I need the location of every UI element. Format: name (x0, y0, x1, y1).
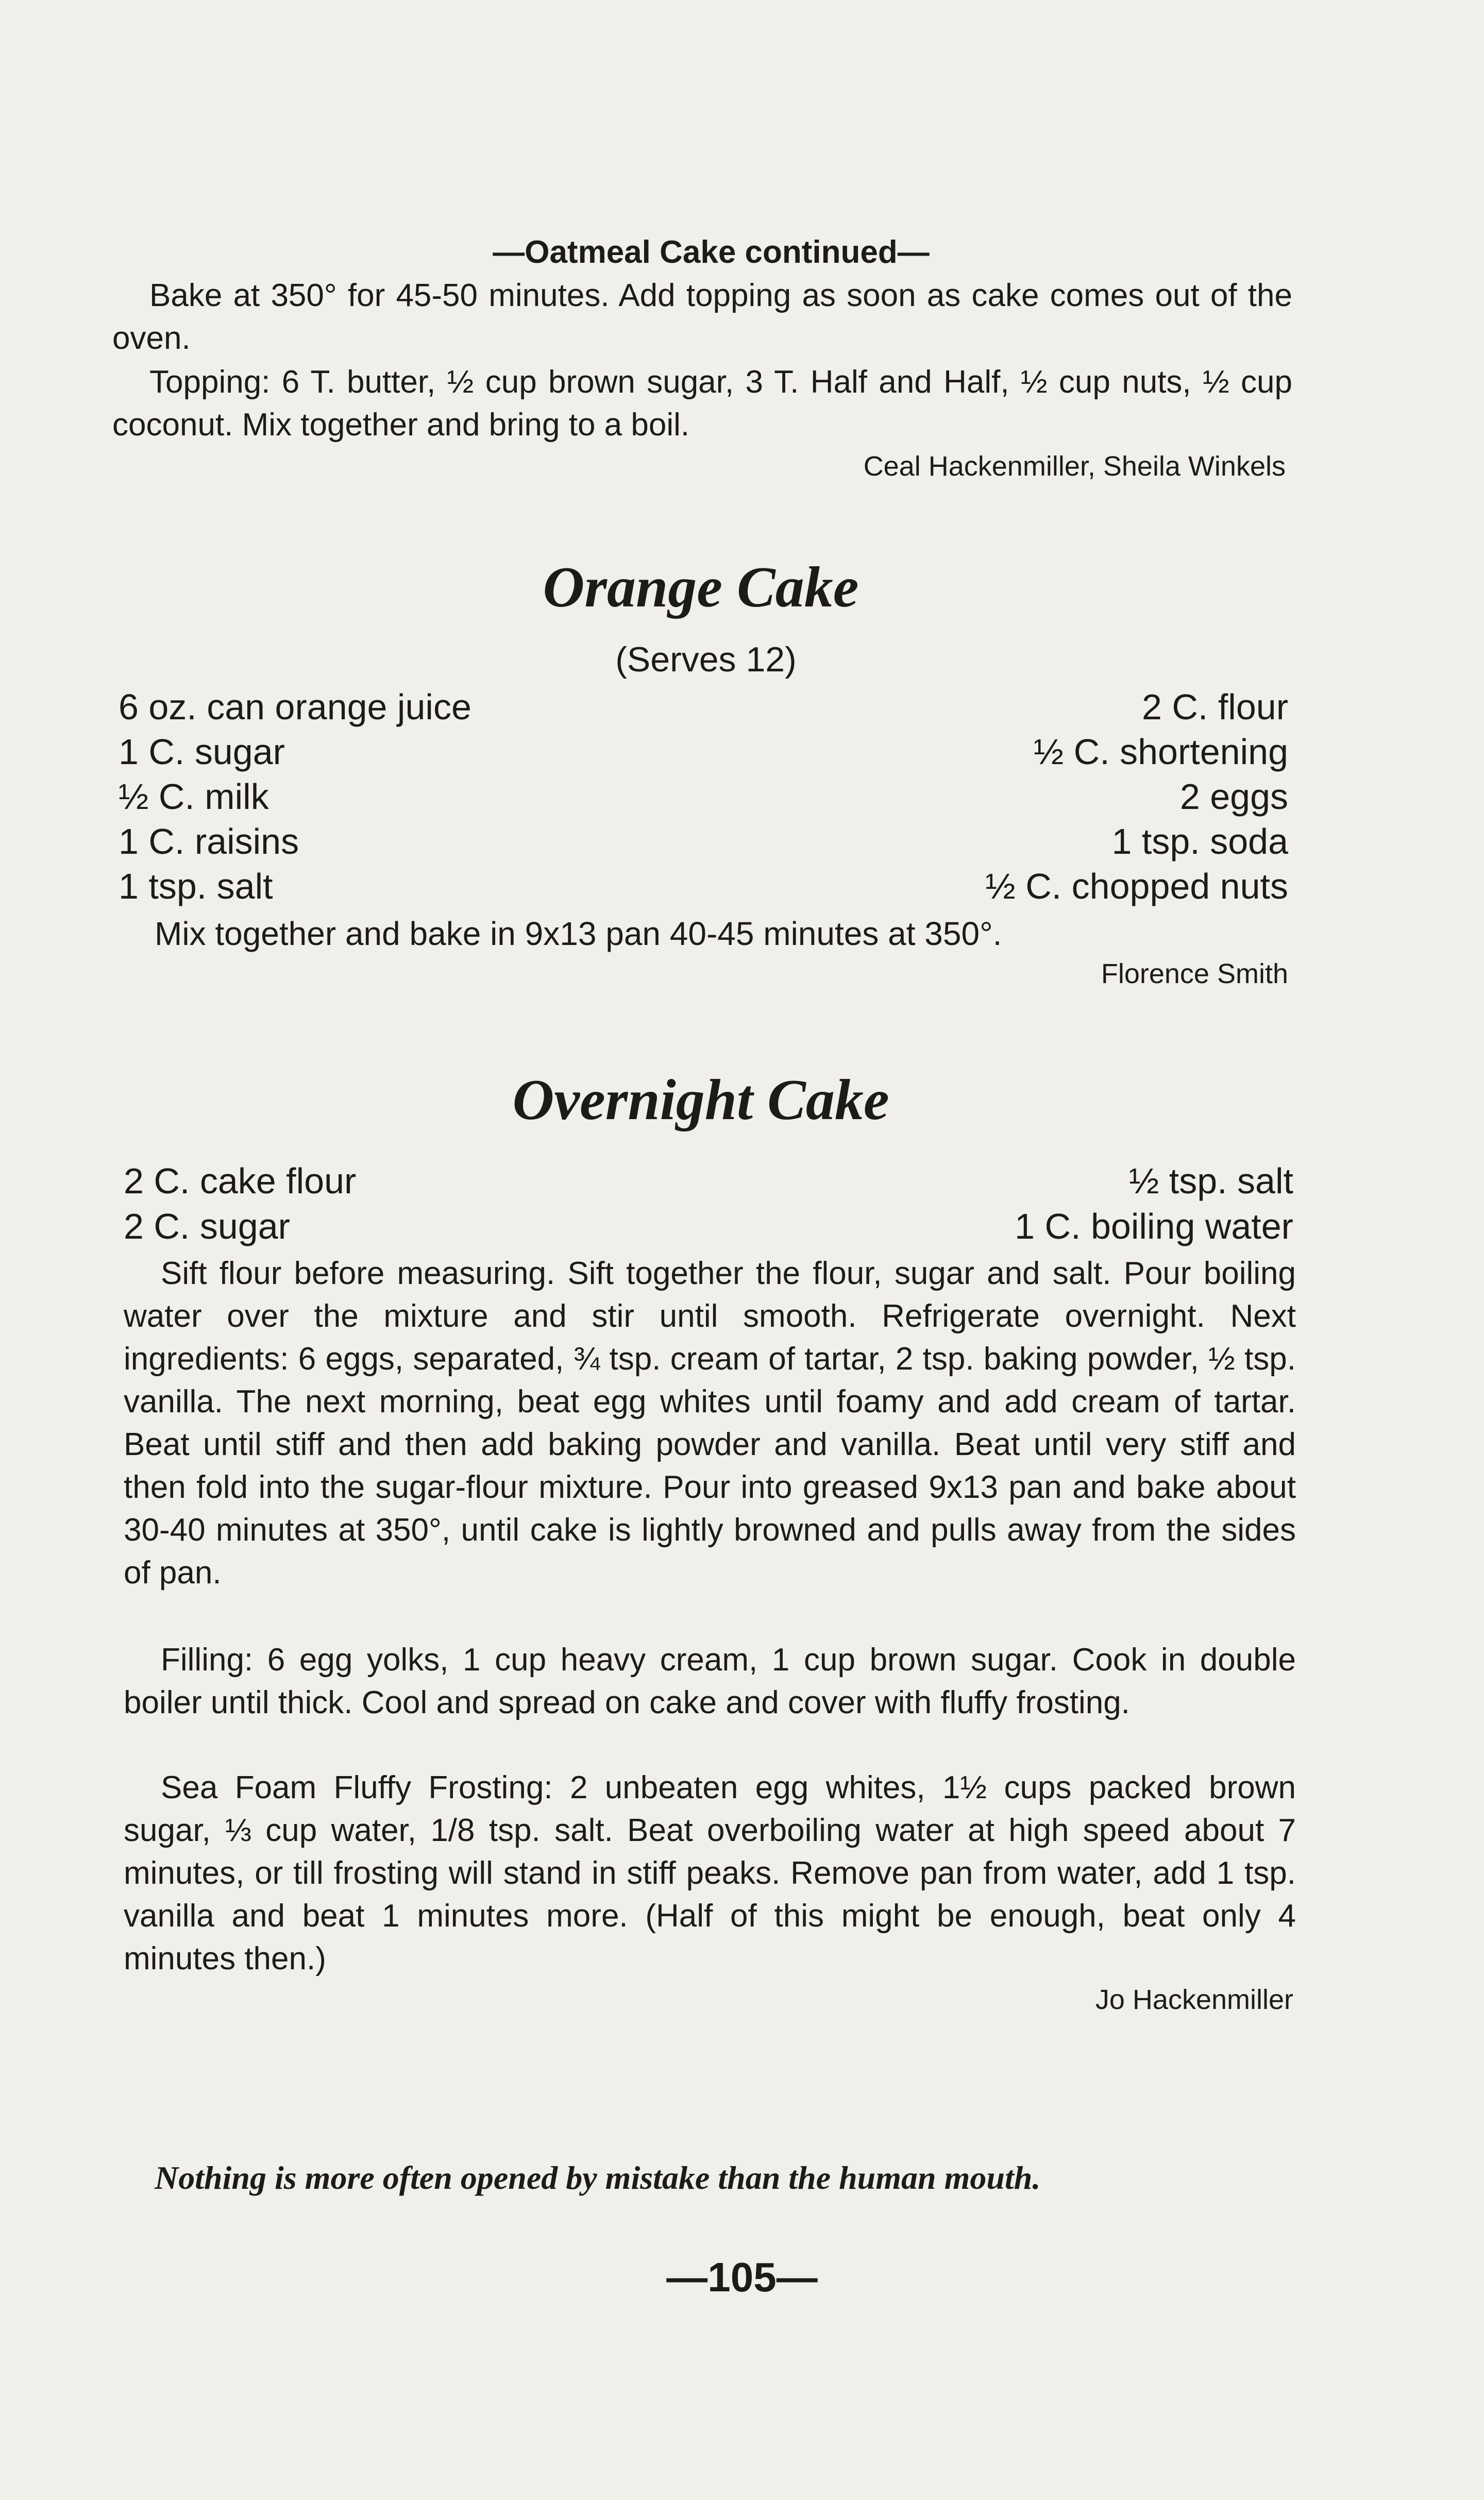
overnight-ingredient-right-1: ½ tsp. salt (1128, 1161, 1293, 1201)
overnight-ingredient-left-1: 2 C. cake flour (124, 1161, 357, 1201)
orange-ingredient-left-3: ½ C. milk (119, 776, 269, 817)
orange-ingredient-left-1: 6 oz. can orange juice (119, 687, 471, 727)
orange-cake-credit: Florence Smith (1101, 958, 1288, 989)
oatmeal-instructions: Bake at 350° for 45-50 minutes. Add topping as soon as cake comes out of the oven. (112, 278, 1292, 356)
orange-ingredient-right-5: ½ C. chopped nuts (985, 866, 1288, 906)
continued-header: —Oatmeal Cake continued— (493, 234, 930, 270)
orange-cake-serves: (Serves 12) (615, 640, 797, 679)
overnight-ingredient-left-2: 2 C. sugar (124, 1206, 290, 1246)
orange-ingredient-left-2: 1 C. sugar (119, 732, 285, 772)
closing-quote: Nothing is more often opened by mistake than the human mouth. (155, 2159, 1041, 2196)
overnight-filling: Filling: 6 egg yolks, 1 cup heavy cream, 1 cup brown sugar. Cook in double boiler until thick. Cool and spread on cake and cover with fluffy frosting. (124, 1642, 1296, 1720)
orange-ingredient-left-4: 1 C. raisins (119, 821, 299, 862)
orange-ingredient-right-1: 2 C. flour (1142, 687, 1288, 727)
orange-cake-instructions: Mix together and bake in 9x13 pan 40-45 minutes at 350°. (155, 915, 1002, 952)
overnight-cake-title: Overnight Cake (512, 1068, 889, 1132)
orange-ingredient-right-2: ½ C. shortening (1033, 732, 1288, 772)
overnight-ingredient-right-2: 1 C. boiling water (1015, 1206, 1293, 1246)
orange-cake-title: Orange Cake (543, 555, 859, 619)
orange-ingredient-left-5: 1 tsp. salt (119, 866, 273, 906)
orange-ingredient-right-3: 2 eggs (1179, 776, 1288, 817)
overnight-instructions: Sift flour before measuring. Sift together the flour, sugar and salt. Pour boiling water over the mixture and stir until smooth. Refrigerate overnight. Next ingredients: 6 eggs, separated, ¾ tsp. cream of tartar, 2 tsp. baking powder, ½ tsp. vanilla. The next morning, beat egg whites until foamy and add cream of tartar. Beat until stiff and then add baking powder and vanilla. Beat until very stiff and then fold into the sugar-flour mixture. Pour into greased 9x13 pan and bake about 30-40 minutes at 350°, until cake is lightly browned and pulls away from the sides of pan. (124, 1256, 1296, 1591)
overnight-frosting: Sea Foam Fluffy Frosting: 2 unbeaten egg whites, 1½ cups packed brown sugar, ⅓ cup water, 1/8 tsp. salt. Beat overboiling water at high speed about 7 minutes, or till frosting will stand in stiff peaks. Remove pan from water, add 1 tsp. vanilla and beat 1 minutes more. (Half of this might be enough, beat only 4 minutes then.) (124, 1770, 1296, 1977)
overnight-credit: Jo Hackenmiller (1095, 1984, 1293, 2015)
oatmeal-topping: Topping: 6 T. butter, ½ cup brown sugar, 3 T. Half and Half, ½ cup nuts, ½ cup coconut. Mix together and bring to a boil. (112, 364, 1292, 443)
orange-ingredient-right-4: 1 tsp. soda (1111, 821, 1288, 862)
oatmeal-credit: Ceal Hackenmiller, Sheila Winkels (863, 451, 1286, 482)
page-number: —105— (666, 2254, 818, 2300)
